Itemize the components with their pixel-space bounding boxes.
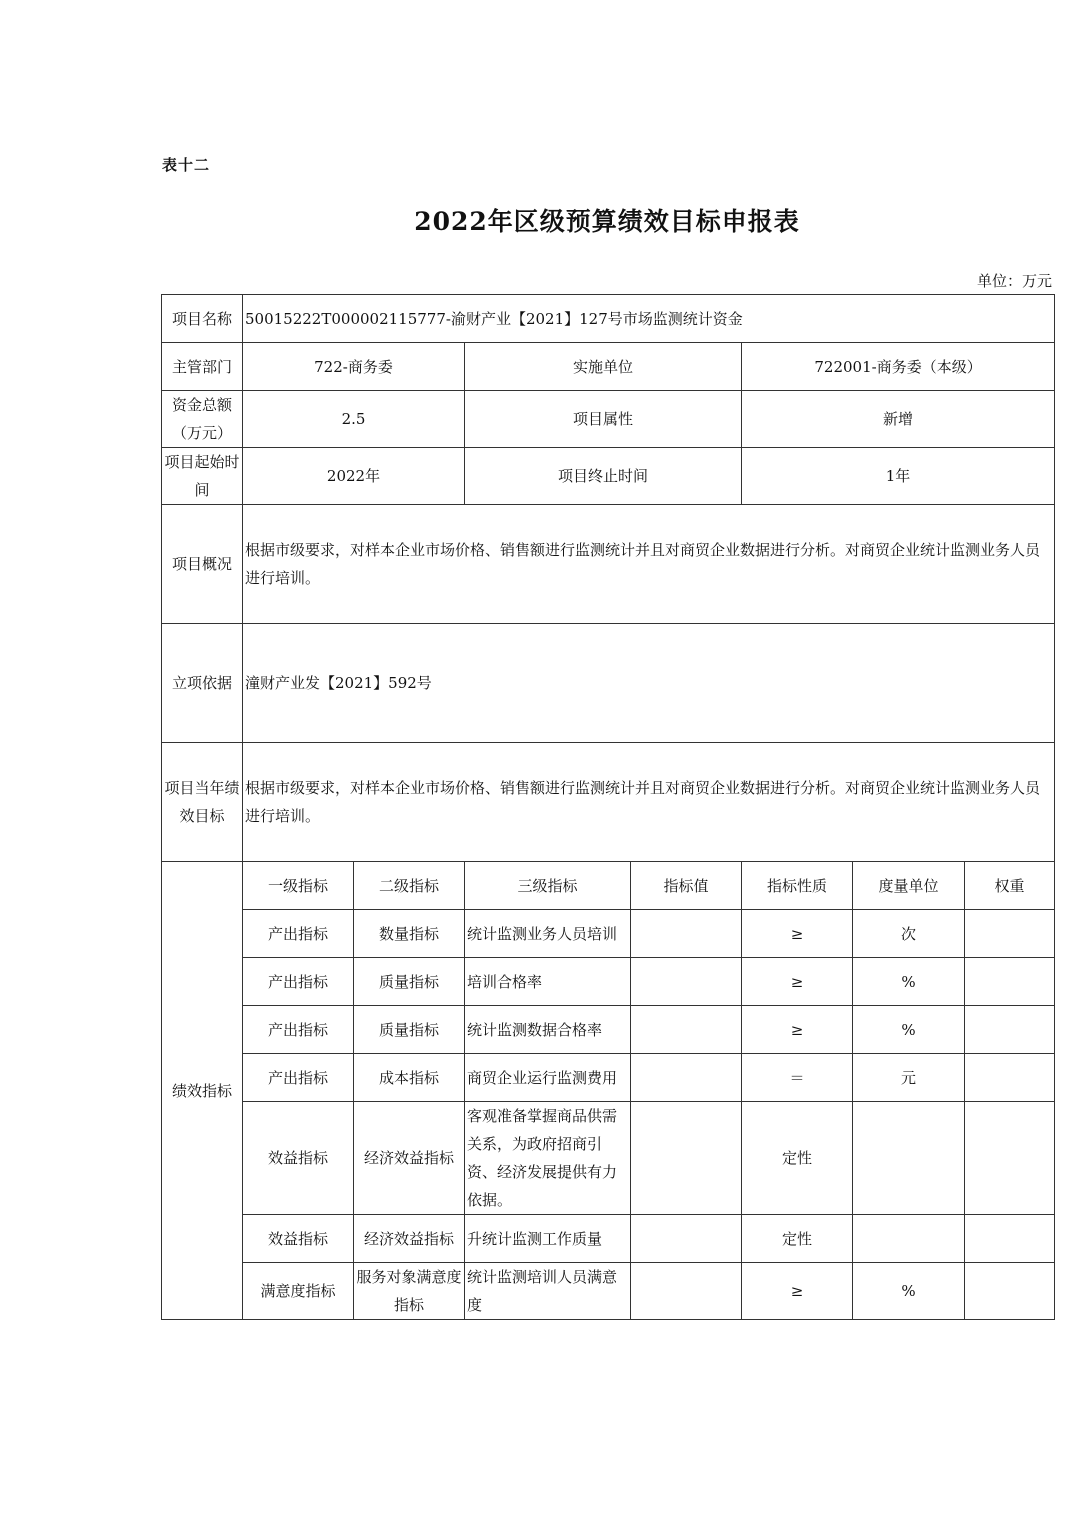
table-row [162, 1006, 1055, 1054]
indicator-nature: ≥ [742, 1006, 853, 1054]
indicator-weight [965, 1102, 1055, 1215]
indicator-l1: 产出指标 [243, 1054, 354, 1102]
indicator-l3: 统计监测业务人员培训 [465, 910, 631, 958]
indicator-nature: ≥ [742, 958, 853, 1006]
indicator-l1: 效益指标 [243, 1102, 354, 1215]
table-row [162, 1263, 1055, 1320]
indicator-unit: % [853, 958, 965, 1006]
dept-label: 主管部门 [162, 343, 243, 391]
goal-label: 项目当年绩效目标 [162, 743, 243, 862]
indicator-l2: 质量指标 [354, 958, 465, 1006]
indicator-unit: 次 [853, 910, 965, 958]
indicator-l2: 经济效益指标 [354, 1215, 465, 1263]
indicator-unit: % [853, 1263, 965, 1320]
indicator-header-row [162, 862, 1055, 910]
overview-label: 项目概况 [162, 505, 243, 624]
indicator-nature: ＝ [742, 1054, 853, 1102]
project-name-label: 项目名称 [162, 295, 243, 343]
attr-value: 新增 [742, 391, 1055, 448]
header-value: 指标值 [631, 862, 742, 910]
indicator-l3: 统计监测数据合格率 [465, 1006, 631, 1054]
indicator-weight [965, 1215, 1055, 1263]
indicator-value [631, 1054, 742, 1102]
indicator-l3: 统计监测培训人员满意度 [465, 1263, 631, 1320]
indicator-l2: 成本指标 [354, 1054, 465, 1102]
table-row [162, 958, 1055, 1006]
header-unit: 度量单位 [853, 862, 965, 910]
row-fund [162, 391, 1055, 448]
budget-performance-table [161, 294, 1055, 1320]
indicator-value [631, 1006, 742, 1054]
indicator-value [631, 910, 742, 958]
fund-value: 2.5 [243, 391, 465, 448]
indicator-l3: 客观准备掌握商品供需关系，为政府招商引资、经济发展提供有力依据。 [465, 1102, 631, 1215]
dept-value: 722-商务委 [243, 343, 465, 391]
indicator-l1: 产出指标 [243, 958, 354, 1006]
row-overview [162, 505, 1055, 624]
indicator-weight [965, 958, 1055, 1006]
indicator-l1: 产出指标 [243, 1006, 354, 1054]
impl-label: 实施单位 [465, 343, 742, 391]
indicator-l2: 数量指标 [354, 910, 465, 958]
row-basis [162, 624, 1055, 743]
table-row [162, 1102, 1055, 1215]
header-weight: 权重 [965, 862, 1055, 910]
header-l3: 三级指标 [465, 862, 631, 910]
indicator-unit: % [853, 1006, 965, 1054]
indicator-nature: ≥ [742, 910, 853, 958]
indicator-unit: 元 [853, 1054, 965, 1102]
row-goal [162, 743, 1055, 862]
row-department [162, 343, 1055, 391]
end-label: 项目终止时间 [465, 448, 742, 505]
basis-value: 潼财产业发【2021】592号 [243, 624, 1055, 743]
table-number: 表十二 [162, 156, 211, 174]
overview-value: 根据市级要求，对样本企业市场价格、销售额进行监测统计并且对商贸企业数据进行分析。对商贸企业统计监测业务人员进行培训。 [243, 505, 1055, 624]
indicator-l3: 升统计监测工作质量 [465, 1215, 631, 1263]
table-row [162, 1054, 1055, 1102]
indicator-value [631, 958, 742, 1006]
row-project-name [162, 295, 1055, 343]
indicator-nature: 定性 [742, 1215, 853, 1263]
table-row [162, 1215, 1055, 1263]
indicator-value [631, 1215, 742, 1263]
indicator-unit [853, 1102, 965, 1215]
indicator-l2: 质量指标 [354, 1006, 465, 1054]
indicator-weight [965, 1263, 1055, 1320]
header-nature: 指标性质 [742, 862, 853, 910]
attr-label: 项目属性 [465, 391, 742, 448]
indicator-weight [965, 1054, 1055, 1102]
indicator-l2: 经济效益指标 [354, 1102, 465, 1215]
indicator-l1: 满意度指标 [243, 1263, 354, 1320]
end-value: 1年 [742, 448, 1055, 505]
indicator-l3: 商贸企业运行监测费用 [465, 1054, 631, 1102]
indicator-l1: 产出指标 [243, 910, 354, 958]
indicator-unit [853, 1215, 965, 1263]
header-l2: 二级指标 [354, 862, 465, 910]
indicator-l2: 服务对象满意度指标 [354, 1263, 465, 1320]
start-value: 2022年 [243, 448, 465, 505]
start-label: 项目起始时间 [162, 448, 243, 505]
table-row [162, 910, 1055, 958]
page-title: 2022年区级预算绩效目标申报表 [414, 207, 800, 236]
indicator-nature: ≥ [742, 1263, 853, 1320]
indicator-section-label: 绩效指标 [162, 862, 243, 1320]
row-time [162, 448, 1055, 505]
header-l1: 一级指标 [243, 862, 354, 910]
impl-value: 722001-商务委（本级） [742, 343, 1055, 391]
indicator-value [631, 1102, 742, 1215]
indicator-l1: 效益指标 [243, 1215, 354, 1263]
indicator-l3: 培训合格率 [465, 958, 631, 1006]
fund-label: 资金总额（万元） [162, 391, 243, 448]
indicator-weight [965, 910, 1055, 958]
project-name-value: 50015222T000002115777-渝财产业【2021】127号市场监测统计资金 [243, 295, 1055, 343]
unit-label: 单位：万元 [976, 272, 1052, 290]
indicator-nature: 定性 [742, 1102, 853, 1215]
indicator-value [631, 1263, 742, 1320]
basis-label: 立项依据 [162, 624, 243, 743]
goal-value: 根据市级要求，对样本企业市场价格、销售额进行监测统计并且对商贸企业数据进行分析。对商贸企业统计监测业务人员进行培训。 [243, 743, 1055, 862]
indicator-weight [965, 1006, 1055, 1054]
